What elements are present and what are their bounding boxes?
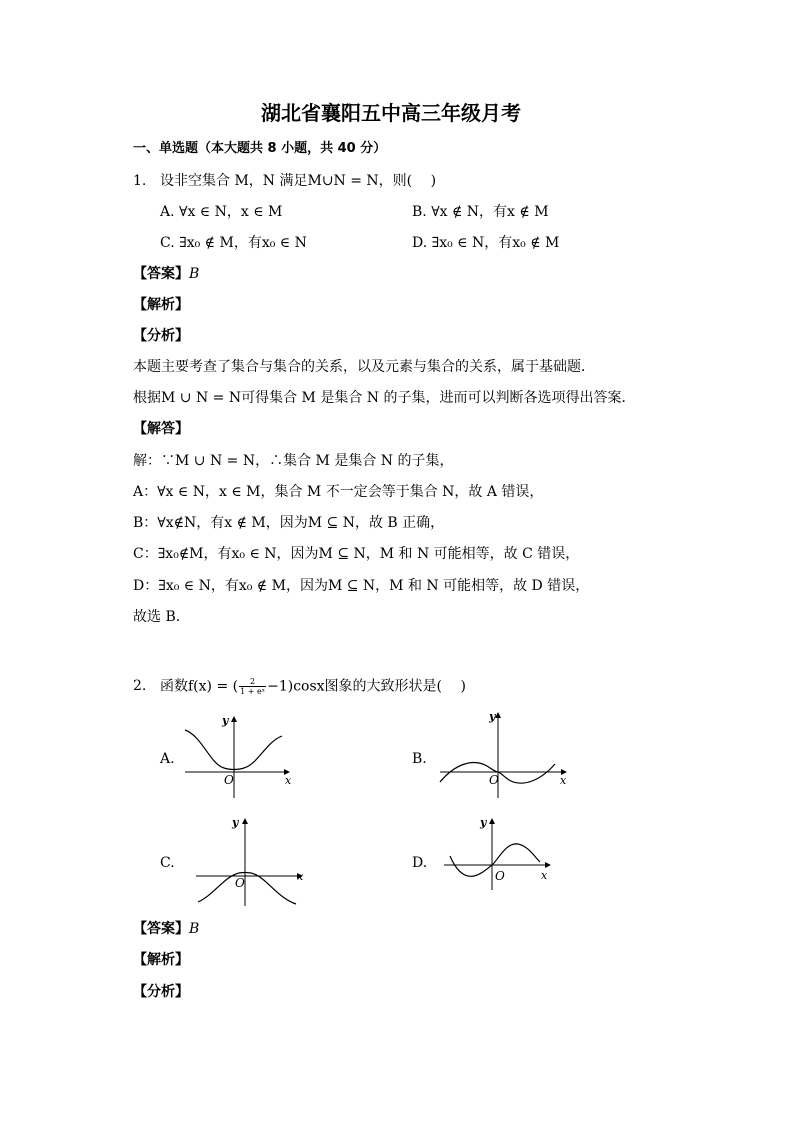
q1-option-a: A. ∀x ∈ N，x ∈ M <box>160 204 283 220</box>
q1-jieda-label: 【解答】 <box>133 421 189 437</box>
q2-option-a-label: A. <box>160 751 175 767</box>
q2-fenxi-label: 【分析】 <box>133 984 189 1000</box>
y-label: y <box>232 816 239 829</box>
q1-stem: 设非空集合 M，N 满足M∪N = N，则( ) <box>160 173 437 189</box>
y-axis-arrow <box>495 712 501 718</box>
q2-option-d-label: D. <box>412 855 428 871</box>
q2-fraction <box>239 677 266 696</box>
q1-answer <box>133 265 199 283</box>
q2-graph-c <box>192 812 312 908</box>
q2-graph-a <box>180 708 295 800</box>
q2-number: 2. <box>133 678 147 694</box>
answer-label: 【答案】 <box>133 921 189 937</box>
x-label: x <box>560 774 567 787</box>
answer-value: B <box>189 266 200 282</box>
section-header: 一、单选题（本大题共 8 小题，共 40 分） <box>133 141 387 156</box>
q1-jieda-line-4: C：∃x₀∉M，有x₀ ∈ N，因为M ⊆ N，M 和 N 可能相等，故 C 错误， <box>133 546 580 562</box>
q2-graph-b <box>435 708 575 800</box>
q1-option-c: C. ∃x₀ ∉ M，有x₀ ∈ N <box>160 235 307 251</box>
q2-option-b-label: B. <box>412 751 427 767</box>
y-axis-arrow <box>242 818 248 824</box>
q2-frac-den: 1 + eˣ <box>240 687 266 696</box>
x-label: x <box>297 870 304 883</box>
q2-option-c-label: C. <box>160 855 175 871</box>
origin-label: O <box>489 773 499 787</box>
origin-label: O <box>235 876 245 890</box>
q1-jieda-line-6: 故选 B. <box>133 609 181 625</box>
q2-frac-num: 2 <box>239 677 266 687</box>
y-label: y <box>489 710 496 723</box>
q1-analysis-label: 【解析】 <box>133 297 189 313</box>
curve <box>198 873 296 905</box>
x-label: x <box>285 774 292 787</box>
q2-analysis-label: 【解析】 <box>133 952 189 968</box>
answer-value: B <box>189 921 200 937</box>
origin-label: O <box>495 869 505 883</box>
q2-stem-prefix: 函数f(x) = ( <box>160 678 239 695</box>
y-axis-arrow <box>231 716 237 722</box>
q2-stem-suffix: −1)cosx图象的大致形状是( ) <box>267 678 466 695</box>
q1-jieda-line-3: B：∀x∉N，有x ∉ M，因为M ⊆ N，故 B 正确， <box>133 515 445 531</box>
y-axis-arrow <box>489 818 495 824</box>
x-label: x <box>541 869 548 882</box>
q1-jieda-line-2: A：∀x ∈ N，x ∈ M，集合 M 不一定会等于集合 N，故 A 错误， <box>133 484 544 500</box>
x-axis-arrow <box>545 862 551 868</box>
q1-jieda-line-1: 解：∵M ∪ N = N，∴集合 M 是集合 N 的子集， <box>133 453 454 469</box>
q1-option-d: D. ∃x₀ ∈ N，有x₀ ∉ M <box>412 235 560 251</box>
q1-fenxi-line-2: 根据M ∪ N = N可得集合 M 是集合 N 的子集，进而可以判断各选项得出答案． <box>133 390 636 406</box>
q2-answer <box>133 920 199 938</box>
q1-fenxi-label: 【分析】 <box>133 328 189 344</box>
q1-number: 1. <box>133 173 147 189</box>
origin-label: O <box>224 773 234 787</box>
page-title: 湖北省襄阳五中高三年级月考 <box>261 101 521 125</box>
q2-stem <box>160 677 466 696</box>
y-label: y <box>222 714 229 727</box>
q1-fenxi-line-1: 本题主要考查了集合与集合的关系，以及元素与集合的关系，属于基础题． <box>133 359 595 375</box>
q2-graph-d <box>440 812 560 892</box>
q1-option-b: B. ∀x ∉ N，有x ∉ M <box>412 204 549 220</box>
q1-jieda-line-5: D：∃x₀ ∈ N，有x₀ ∉ M，因为M ⊆ N，M 和 N 可能相等，故 D 错误， <box>133 578 590 594</box>
y-label: y <box>480 816 487 829</box>
answer-label: 【答案】 <box>133 266 189 282</box>
